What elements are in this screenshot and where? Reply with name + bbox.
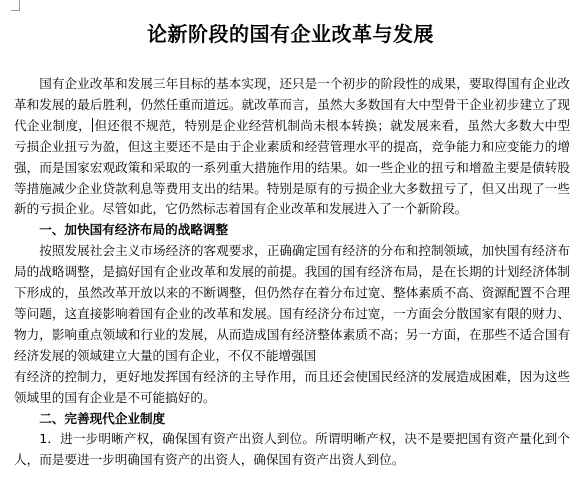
- document-title: 论新阶段的国有企业改革与发展: [147, 22, 434, 46]
- paragraph-property-rights[interactable]: 1．进一步明晰产权，确保国有资产出资人到位。所谓明晰产权，决不是要把国有资产量化到个人，而是要进一步明确国有资产的出资人，确保国有资产出资人到位。: [14, 431, 570, 468]
- section-heading-2: 二、完善现代企业制度: [39, 410, 166, 426]
- page-corner-mark: [11, 0, 20, 11]
- paragraph-layout-continued[interactable]: 有经济的控制力，更好地发挥国有经济的主导作用，而且还会使国民经济的发展造成困难，因为这些领域里的国有企业是不可能搞好的。: [14, 368, 570, 405]
- document-body[interactable]: [14, 74, 570, 471]
- paragraph-layout-adjustment[interactable]: 按照发展社会主义市场经济的客观要求，正确确定国有经济的分布和控制领域，加快国有经济布局的战略调整，是搞好国有企业改革和发展的前提。我国的国有经济布局，是在长期的计划经济体制下形成的，虽然改革开放以来的不断调整，但仍然存在着分布过宽、整体素质不高、资源配置不合理等问题，这直接影响着国有企业的改革和发展。国有经济分布过宽，一方面会分散国家有限的财力、物力，影响重点领域和行业的发展，从而造成国有经济整体素质不高；另一方面，在那些不适合国有经济发展的领域建立大量的国有企业，不仅不能增强国: [14, 243, 570, 363]
- paragraph-intro-part2: 但还很不规范，特别是企业经营机制尚未根本转换；就发展来看，虽然大多数大中型亏损企业扭亏为盈，但这主要还不是由于企业素质和经营管理水平的提高，竞争能力和应变能力的增强，而是国家宏观政策和采取的一系列重大措施作用的结果。如一些企业的扭亏和增盈主要是债转股等措施减少企业贷款利息等费用支出的结果。特别是原有的亏损企业大多数扭亏了，但又出现了一些新的亏损企业。尽管如此，它仍然标志着国有企业改革和发展进入了一个新阶段。: [14, 117, 571, 217]
- section-heading-1: 一、加快国有经济布局的战略调整: [39, 222, 229, 238]
- paragraph-intro-part1: 国有企业改革和发展三年目标的基本实现，还只是一个初步的阶段性的成果，要取得国有企业改革和发展的最后胜利，仍然任重而道远。就改革而言，虽然大多数国有大中型骨干企业初步建立了现代企业制度，: [14, 76, 570, 133]
- paragraph-intro[interactable]: [14, 74, 570, 220]
